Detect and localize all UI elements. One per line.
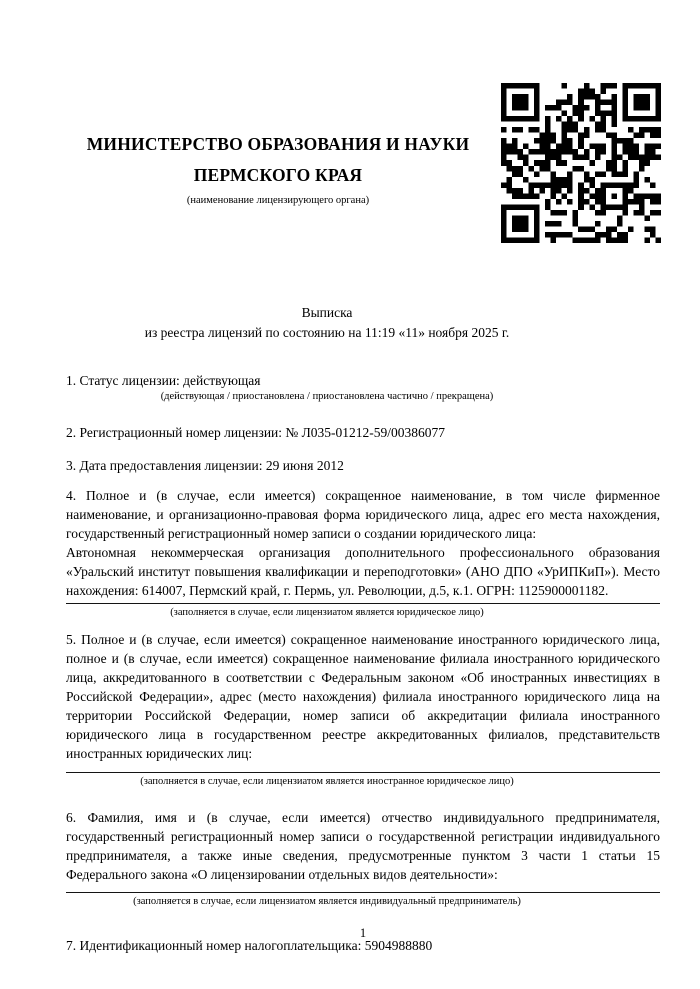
licensing-authority-name [66,129,490,207]
ministry-subtitle: (наименование лицензирующего органа) [186,195,370,206]
ministry-title-line2: ПЕРМСКОГО КРАЯ [193,165,363,185]
registration-number-line: 2. Регистрационный номер лицензии: № Л035-01212-59/00386077 [66,425,446,440]
document-title-line2: из реестра лицензий по состоянию на 11:19 «11» ноября 2025 г. [144,325,510,340]
blank-field-line [66,772,660,773]
legal-entity-answer: Автономная некоммерческая организация дополнительного профессионального образования «Уральский институт повышения квалификации и переподготовки» (АНО ДПО «УрИПКиП»). Место нахождения: 614007, Пермский край, г. Пермь, ул. Революции, д.5, к.1. ОГРН: 1125900001182. [66,545,660,598]
qr-code-icon [500,83,662,243]
individual-entrepreneur-caption: (заполняется в случае, если лицензиатом является индивидуальный предприниматель) [133,896,521,907]
license-grant-date-line: 3. Дата предоставления лицензии: 29 июня 2012 [66,458,344,473]
page-content [66,0,660,955]
document-header [66,0,660,243]
license-status-options-caption: (действующая / приостановлена / приостановлена частично / прекращена) [160,391,494,402]
document-title [66,303,588,343]
blank-field-line [66,892,660,893]
legal-entity-question: 4. Полное и (в случае, если имеется) сокращенное наименование, в том числе фирменное наименование, и организационно-правовая форма юридического лица, адрес его места нахождения, государственный регистрационный номер записи о создании юридического лица: [66,488,660,541]
taxpayer-id-line: 7. Идентификационный номер налогоплательщика: 5904988880 [66,938,433,953]
document-title-line1: Выписка [301,305,353,320]
ministry-title-line1: МИНИСТЕРСТВО ОБРАЗОВАНИЯ И НАУКИ [86,134,470,154]
foreign-entity-caption: (заполняется в случае, если лицензиатом является иностранное юридическое лицо) [140,776,514,787]
individual-entrepreneur-question: 6. Фамилия, имя и (в случае, если имеется) отчество индивидуального предпринимателя, государственный регистрационный номер записи о государственной регистрации индивидуального предпринимателя, а также иные сведения, предусмотренные пунктом 3 части 1 статьи 15 Федерального закона «О лицензировании отдельных видов деятельности»: [66,810,660,882]
license-status-line: 1. Статус лицензии: действующая [66,373,261,388]
blank-field-line [66,603,660,604]
foreign-entity-question: 5. Полное и (в случае, если имеется) сокращенное наименование иностранного юридического лица, полное и (в случае, если имеется) сокращенное наименование филиала иностранного юридического лица, аккредитованного в соответствии с Федеральным законом «Об иностранных инвестициях в Российской Федерации», адрес (место нахождения) филиала иностранного юридического лица на территории Российской Федерации, номер записи об аккредитации филиала иностранного юридического лица в государственном реестре аккредитованных филиалов, представительств иностранных юридических лиц: [66,632,660,761]
page-number: 1 [359,926,367,940]
legal-entity-caption: (заполняется в случае, если лицензиатом является юридическое лицо) [170,607,484,618]
